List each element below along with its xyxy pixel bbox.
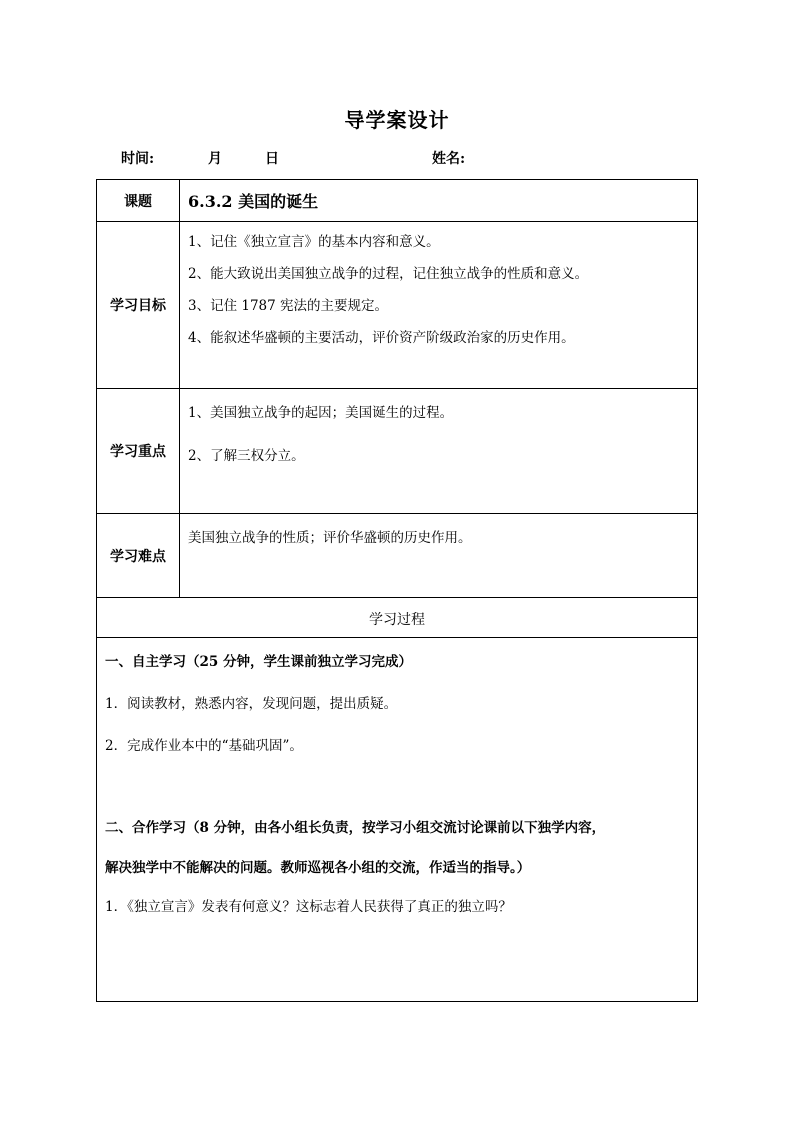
difficulties-label: 学习难点: [97, 514, 180, 598]
key-points-row: [97, 389, 698, 514]
key-points-cell: [180, 389, 698, 514]
topic-row: [97, 180, 698, 222]
coop-title-line1: 二、合作学习（8 分钟，由各小组长负责，按学习小组交流讨论课前以下独学内容，: [105, 820, 606, 836]
meta-line: [0, 148, 794, 168]
coop-title-line2: 解决独学中不能解决的问题。教师巡视各小组的交流，作适当的指导。）: [105, 860, 531, 876]
process-body: [97, 638, 698, 1002]
topic-label: 课题: [97, 180, 180, 222]
self-study-item: 1．阅读教材，熟悉内容，发现问题，提出质疑。: [105, 696, 398, 712]
difficulties-text: 美国独立战争的性质；评价华盛顿的历史作用。: [188, 530, 472, 546]
key-point-item: 2、了解三权分立。: [188, 448, 305, 464]
process-heading: 学习过程: [97, 598, 698, 638]
objective-item: 4、能叙述华盛顿的主要活动，评价资产阶级政治家的历史作用。: [188, 330, 575, 346]
objectives-cell: [180, 222, 698, 389]
topic-value: 6.3.2 美国的诞生: [188, 192, 319, 211]
document-title: 导学案设计: [344, 108, 450, 132]
difficulties-row: [97, 514, 698, 598]
day-label: 日: [265, 151, 279, 167]
lesson-table: [96, 179, 698, 1002]
topic-cell: [180, 180, 698, 222]
objective-item: 2、能大致说出美国独立战争的过程，记住独立战争的性质和意义。: [188, 266, 589, 282]
self-study-item: 2．完成作业本中的“基础巩固”。: [105, 738, 303, 754]
process-heading-row: [97, 598, 698, 638]
objectives-label: 学习目标: [97, 222, 180, 389]
name-label: 姓名:: [432, 151, 466, 167]
key-point-item: 1、美国独立战争的起因；美国诞生的过程。: [188, 405, 454, 421]
key-points-label: 学习重点: [97, 389, 180, 514]
time-label: 时间:: [121, 151, 155, 167]
objective-item: 3、记住 1787 宪法的主要规定。: [188, 298, 389, 314]
coop-item: 1．《独立宣言》发表有何意义？这标志着人民获得了真正的独立吗？: [105, 899, 512, 915]
difficulties-cell: [180, 514, 698, 598]
process-body-row: [97, 638, 698, 1002]
month-label: 月: [208, 151, 222, 167]
objectives-row: [97, 222, 698, 389]
objective-item: 1、记住《独立宣言》的基本内容和意义。: [188, 234, 440, 250]
self-study-title: 一、自主学习（25 分钟，学生课前独立学习完成）: [105, 654, 412, 670]
